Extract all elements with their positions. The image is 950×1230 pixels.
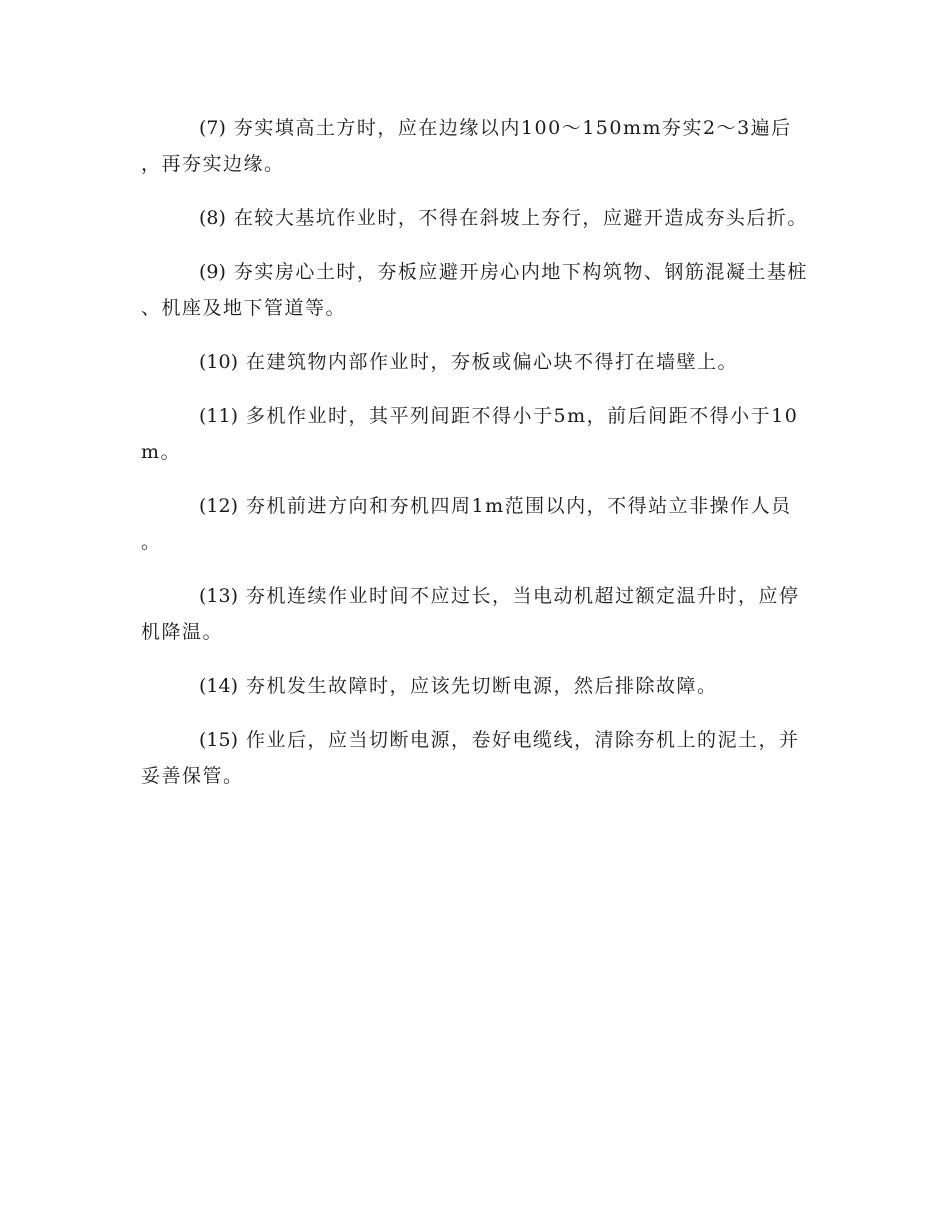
paragraph-text: 夯机连续作业时间不应过长，当电动机超过额定温升时，应停机降温。 <box>141 585 800 643</box>
paragraph-text: 夯机前进方向和夯机四周1m范围以内，不得站立非操作人员。 <box>141 495 792 553</box>
paragraph-7 <box>141 110 809 182</box>
paragraph-number: (12) <box>199 495 239 517</box>
paragraph-number: (9) <box>199 261 226 283</box>
document-body <box>141 110 809 812</box>
paragraph-number: (13) <box>199 585 239 607</box>
paragraph-text: 夯机发生故障时，应该先切断电源，然后排除故障。 <box>246 675 718 697</box>
paragraph-number: (10) <box>199 351 239 373</box>
paragraph-12 <box>141 488 809 560</box>
paragraph-number: (8) <box>199 207 226 229</box>
paragraph-10 <box>141 344 809 380</box>
paragraph-number: (7) <box>199 117 226 139</box>
paragraph-text: 在较大基坑作业时，不得在斜坡上夯行，应避开造成夯头后折。 <box>233 207 808 229</box>
paragraph-text: 在建筑物内部作业时，夯板或偏心块不得打在墙壁上。 <box>246 351 739 373</box>
paragraph-14 <box>141 668 809 704</box>
paragraph-8 <box>141 200 809 236</box>
paragraph-text: 夯实填高土方时，应在边缘以内100～150mm夯实2～3遍后，再夯实边缘。 <box>141 117 792 175</box>
paragraph-9 <box>141 254 809 326</box>
paragraph-number: (15) <box>199 729 239 751</box>
paragraph-15 <box>141 722 809 794</box>
paragraph-text: 多机作业时，其平列间距不得小于5m，前后间距不得小于10m。 <box>141 405 799 463</box>
paragraph-text: 作业后，应当切断电源，卷好电缆线，清除夯机上的泥土，并妥善保管。 <box>141 729 800 787</box>
paragraph-11 <box>141 398 809 470</box>
paragraph-13 <box>141 578 809 650</box>
paragraph-number: (14) <box>199 675 239 697</box>
paragraph-number: (11) <box>199 405 239 427</box>
paragraph-text: 夯实房心土时，夯板应避开房心内地下构筑物、钢筋混凝土基桩、机座及地下管道等。 <box>141 261 808 319</box>
